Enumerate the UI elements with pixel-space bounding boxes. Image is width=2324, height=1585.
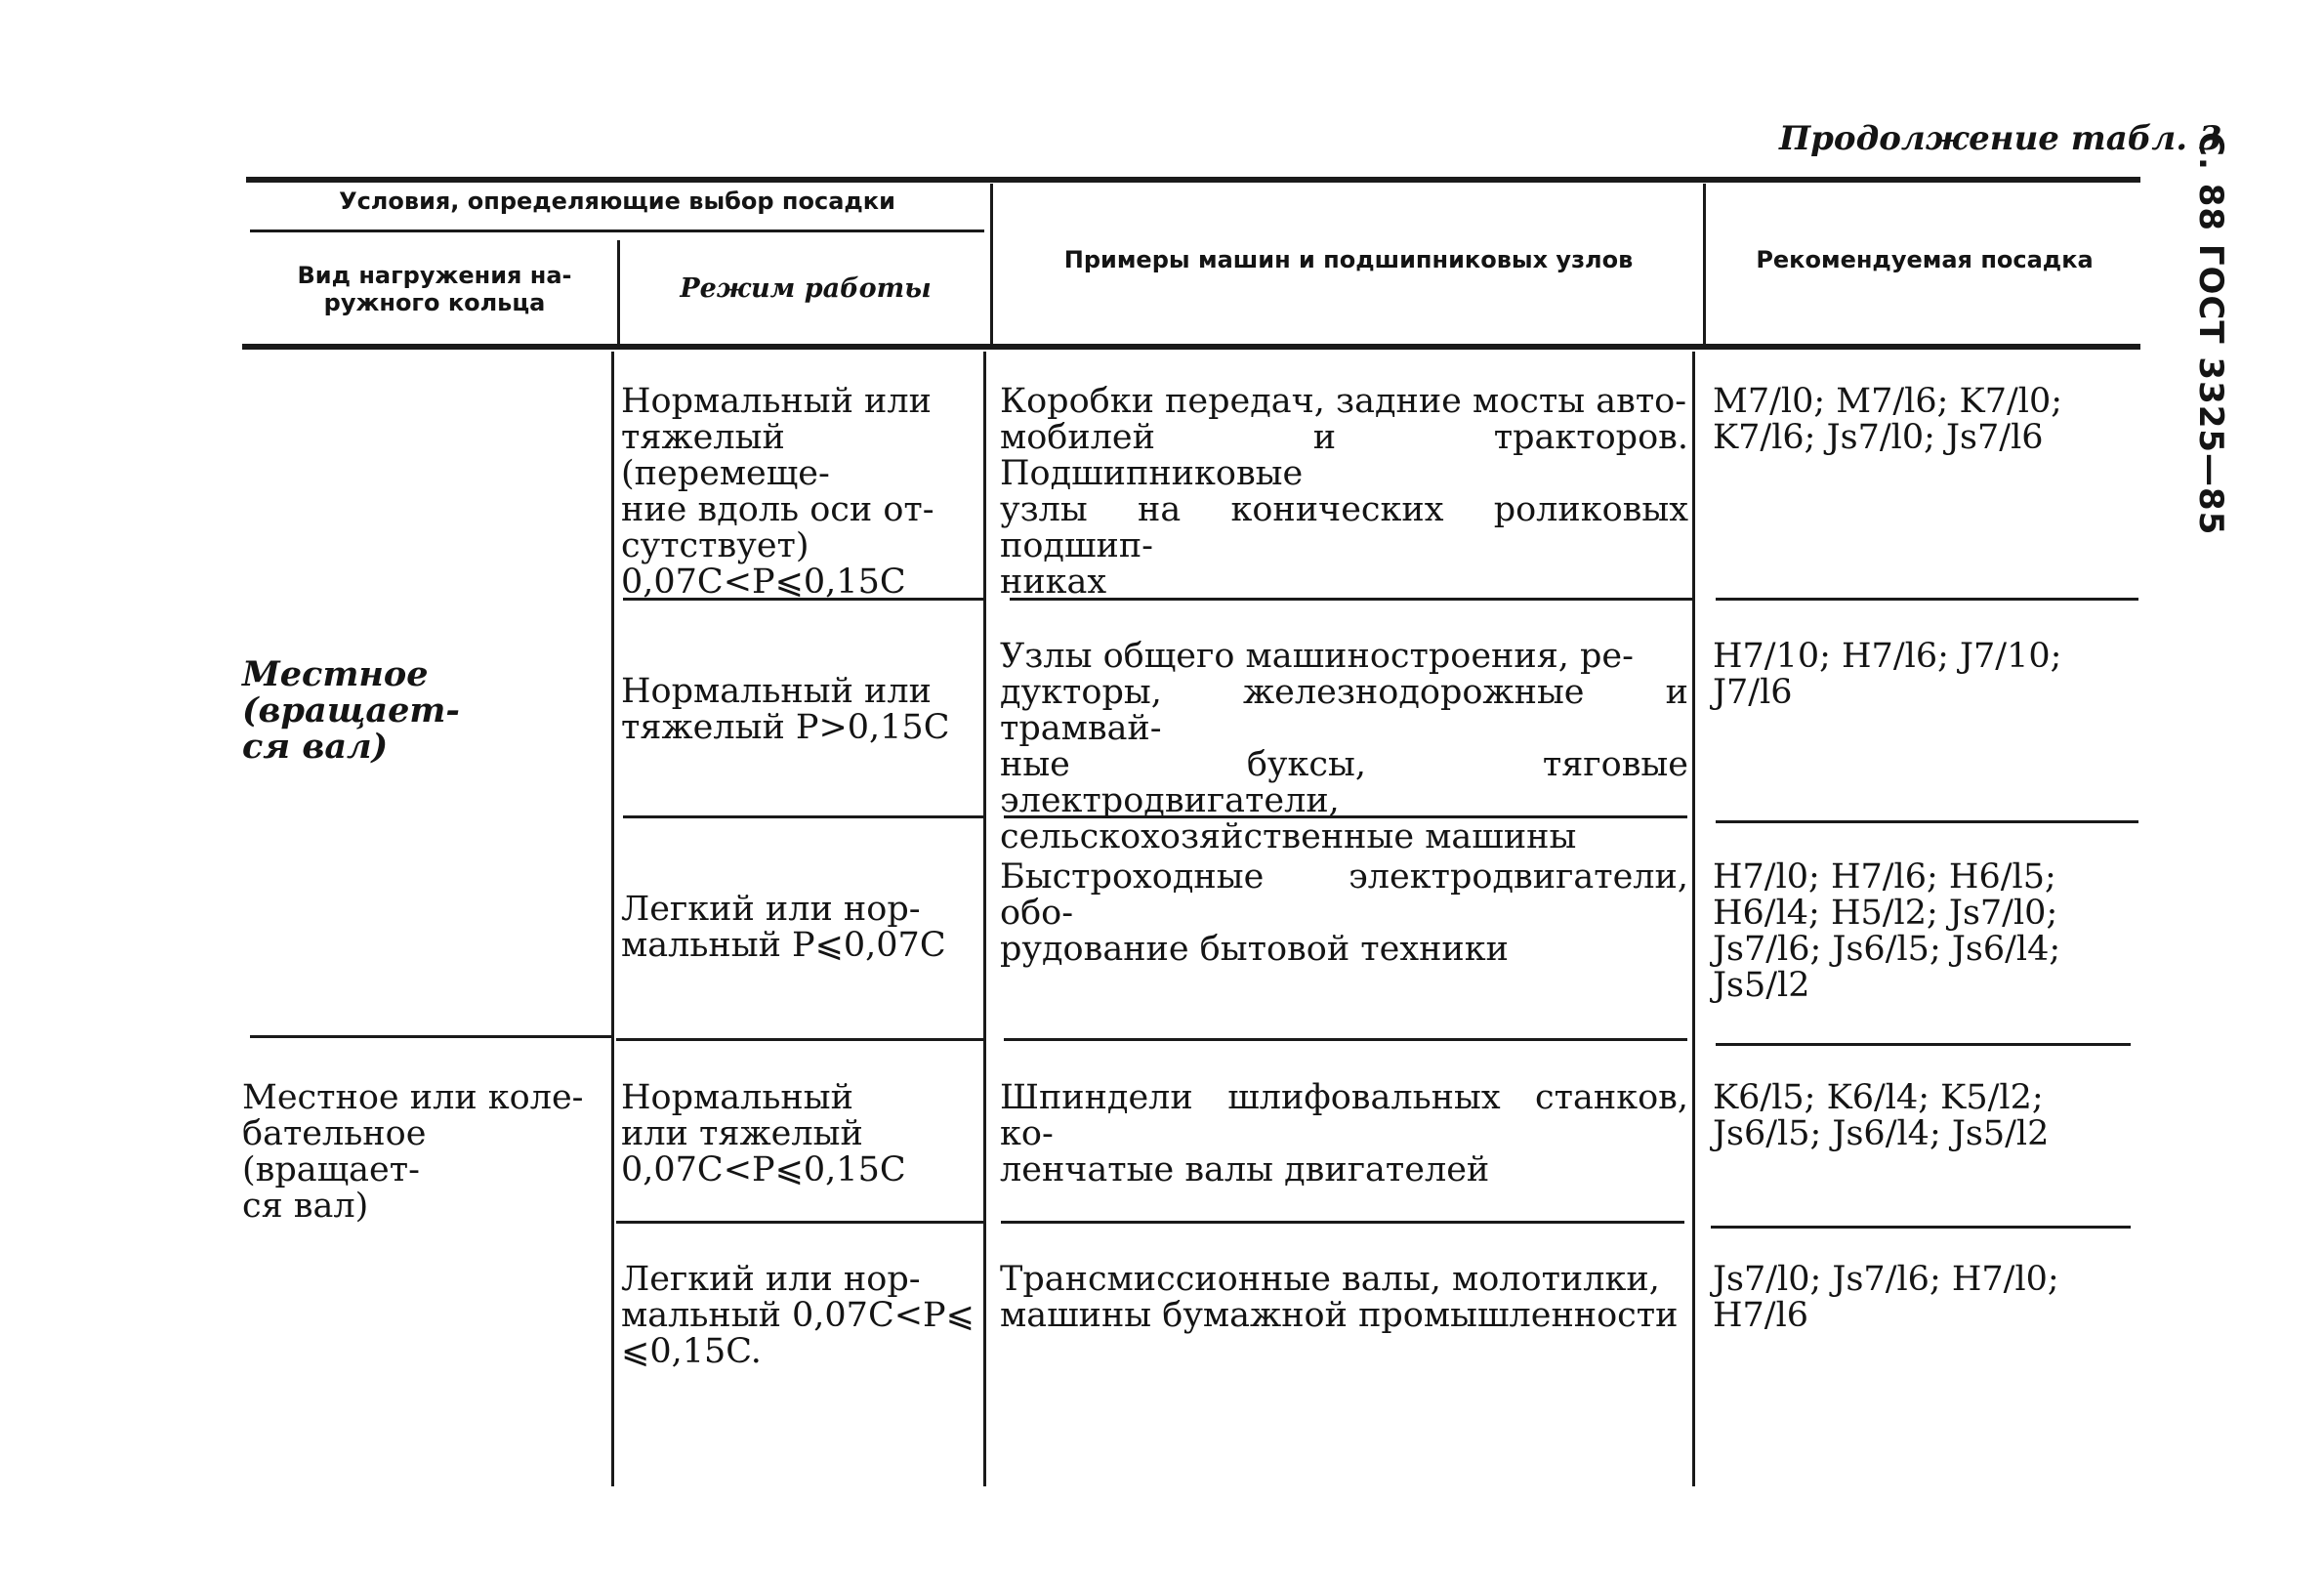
body-divider-load-mode bbox=[611, 352, 614, 1486]
page-side-label: С. 88 ГОСТ 3325—85 bbox=[2191, 132, 2230, 536]
recommended-fit-cell: K6/l5; K6/l4; K5/l2; Js6/l5; Js6/l4; Js5/l2 bbox=[1713, 1078, 2050, 1153]
header-group-rule bbox=[250, 229, 984, 232]
body-divider-examples-fit bbox=[1692, 352, 1695, 1486]
header-group-title: Условия, определяющие выбор посадки bbox=[339, 188, 895, 215]
recommended-fit-cell: H7/10; H7/l6; J7/10; J7/l6 bbox=[1713, 637, 2062, 712]
machine-examples-cell: Коробки передач, задние мосты авто- мобилей и тракторов. Подшипниковые узлы на конических роликовых подшип- никах bbox=[1000, 382, 1688, 602]
load-type-cell: Местное (вращает- ся вал) bbox=[242, 654, 460, 767]
row-separator bbox=[1716, 1043, 2131, 1046]
group-separator bbox=[250, 1035, 611, 1038]
row-separator bbox=[1004, 1038, 1687, 1041]
header-divider-examples-fit bbox=[1703, 184, 1706, 344]
recommended-fit-cell: H7/l0; H7/l6; H6/l5; H6/l4; H5/l2; Js7/l0; Js7/l6; Js6/l5; Js6/l4; Js5/l2 bbox=[1713, 857, 2061, 1005]
row-separator bbox=[1001, 1221, 1684, 1224]
table-top-rule bbox=[246, 177, 2140, 183]
table-caption: Продолжение табл. 3 bbox=[1779, 119, 2222, 158]
work-mode-cell: Легкий или нор- мальный P⩽0,07C bbox=[621, 890, 946, 965]
row-separator bbox=[616, 1038, 984, 1041]
header-col-fit: Рекомендуемая посадка bbox=[1756, 246, 2094, 273]
work-mode-cell: Легкий или нор- мальный 0,07C<P⩽ ⩽0,15C. bbox=[621, 1260, 975, 1371]
recommended-fit-cell: M7/l0; M7/l6; K7/l0; K7/l6; Js7/l0; Js7/l6 bbox=[1713, 382, 2063, 457]
header-divider-group-examples bbox=[990, 184, 993, 344]
row-separator bbox=[616, 1221, 984, 1224]
work-mode-cell: Нормальный или тяжелый 0,07C<P⩽0,15C bbox=[621, 1078, 906, 1189]
machine-examples-cell: Шпиндели шлифовальных станков, ко- ленчатые валы двигателей bbox=[1000, 1078, 1688, 1189]
work-mode-cell: Нормальный или тяжелый P>0,15C bbox=[621, 672, 950, 747]
work-mode-cell: Нормальный или тяжелый (перемеще- ние вдоль оси от- сутствует) 0,07C<P⩽0,15C bbox=[621, 382, 934, 602]
header-divider-load-mode bbox=[617, 240, 620, 344]
header-col-mode: Режим работы bbox=[680, 273, 932, 304]
header-col-load: Вид нагружения на- ружного кольца bbox=[297, 262, 572, 316]
machine-examples-cell: Трансмиссионные валы, молотилки, машины бумажной промышленности bbox=[1000, 1260, 1679, 1335]
machine-examples-cell: Быстроходные электродвигатели, обо- рудование бытовой техники bbox=[1000, 857, 1688, 969]
row-separator bbox=[1716, 598, 2138, 601]
load-type-cell: Местное или коле- бательное (вращает- ся вал) bbox=[242, 1078, 584, 1226]
machine-examples-cell: Узлы общего машиностроения, ре- дукторы, железнодорожные и трамвай- ные буксы, тяговые электродвигатели, сельскохозяйственные машины bbox=[1000, 637, 1688, 856]
header-bottom-rule bbox=[242, 344, 2140, 350]
row-separator bbox=[1716, 820, 2138, 823]
header-col-examples: Примеры машин и подшипниковых узлов bbox=[1063, 246, 1634, 273]
body-divider-mode-examples bbox=[983, 352, 986, 1486]
row-separator bbox=[1711, 1226, 2131, 1229]
row-separator bbox=[623, 815, 986, 818]
recommended-fit-cell: Js7/l0; Js7/l6; H7/l0; H7/l6 bbox=[1713, 1260, 2059, 1335]
